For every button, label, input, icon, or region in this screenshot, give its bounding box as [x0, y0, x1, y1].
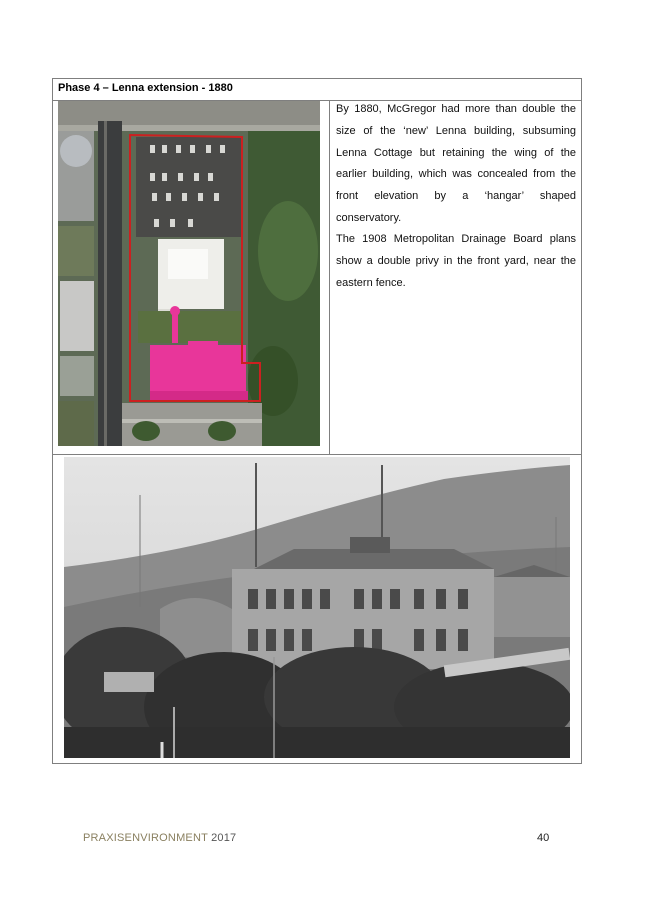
table-heading-row — [53, 79, 581, 101]
drainage-paragraph: The 1908 Metropolitan Drainage Board plans show a double privy in the front yard, near the eastern fence. — [336, 233, 576, 289]
phase-table — [52, 78, 582, 764]
description-cell — [330, 101, 581, 454]
footer-organisation — [83, 832, 236, 844]
aerial-photo — [58, 101, 320, 446]
description-paragraph: By 1880, McGregor had more than double the size of the ‘new’ Lenna building, subsuming Lenna Cottage but retaining the wing of the earlier building, which was concealed from the front elevation by a ‘hangar’ shaped conservatory. — [336, 103, 576, 224]
historic-photo-cell — [53, 454, 581, 763]
aerial-image-cell — [53, 101, 330, 454]
footer-org-name: PRAXISENVIRONMENT — [83, 832, 208, 844]
historic-photograph — [64, 457, 570, 758]
footer-year: 2017 — [211, 832, 237, 844]
page-number: 40 — [537, 832, 550, 844]
phase-heading: Phase 4 – Lenna extension - 1880 — [58, 82, 233, 94]
